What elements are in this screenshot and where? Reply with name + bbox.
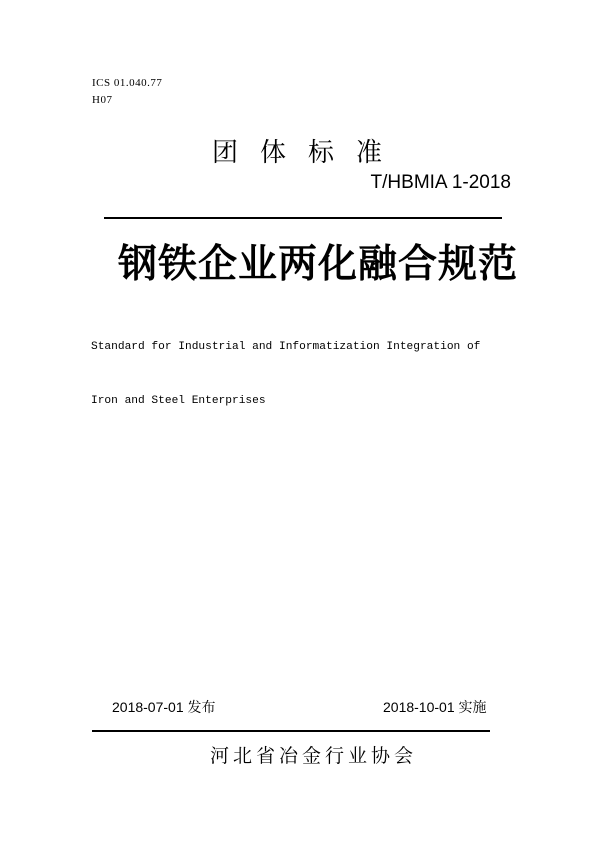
ccs-code: H07 bbox=[92, 94, 113, 106]
bottom-divider bbox=[92, 730, 490, 732]
title-english-line-1: Standard for Industrial and Informatization Integration of bbox=[91, 341, 481, 353]
title-english bbox=[91, 302, 480, 428]
title-chinese: 钢铁企业两化融合规范 bbox=[118, 242, 519, 287]
implement-date: 2018-10-01 实施 bbox=[383, 699, 487, 715]
document-type: 团体标准 bbox=[212, 138, 405, 168]
ics-code: ICS 01.040.77 bbox=[92, 77, 163, 89]
title-english-line-2: Iron and Steel Enterprises bbox=[91, 395, 266, 407]
classification-codes bbox=[92, 75, 162, 109]
top-divider bbox=[104, 217, 502, 219]
standard-number: T/HBMIA 1-2018 bbox=[370, 172, 511, 193]
publish-date: 2018-07-01 发布 bbox=[112, 699, 216, 715]
issuing-organization: 河北省冶金行业协会 bbox=[210, 745, 418, 767]
